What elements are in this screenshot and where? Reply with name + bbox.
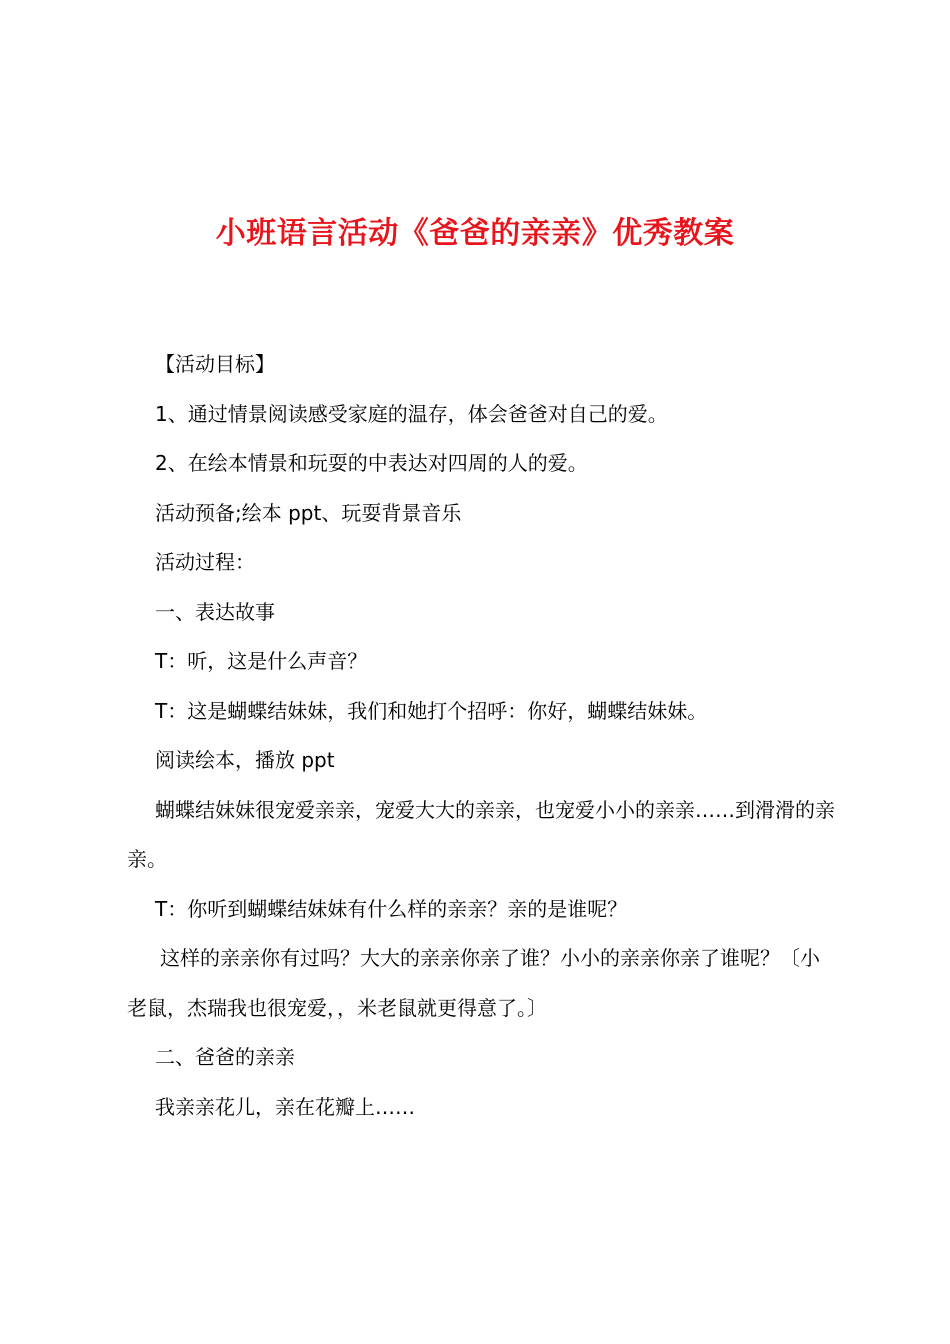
paragraph-preparation: 活动预备;绘本 ppt、玩耍背景音乐	[155, 500, 462, 525]
paragraph-poem-line: 我亲亲花儿，亲在花瓣上……	[155, 1094, 415, 1119]
paragraph-dialogue-1: T：听，这是什么声音？	[155, 649, 368, 673]
paragraph-reading: 阅读绘本，播放 ppt	[155, 748, 335, 772]
paragraph-process-heading: 活动过程：	[155, 550, 255, 574]
paragraph-section-1-heading: 一、表达故事	[155, 599, 275, 624]
paragraph-goals-heading: 【活动目标】	[155, 352, 275, 376]
paragraph-story: 蝴蝶结妹妹很宠爱亲亲，宠爱大大的亲亲，也宠爱小小的亲亲……到滑滑的亲亲。	[127, 797, 835, 871]
paragraph-goal-2: 2、在绘本情景和玩耍的中表达对四周的人的爱。	[155, 451, 588, 475]
paragraph-dialogue-2: T：这是蝴蝶结妹妹，我们和她打个招呼：你好，蝴蝶结妹妹。	[155, 698, 708, 723]
document-body	[127, 340, 837, 1132]
document-title: 小班语言活动《爸爸的亲亲》优秀教案	[215, 216, 735, 251]
paragraph-discussion: 这样的亲亲你有过吗？大大的亲亲你亲了谁？小小的亲亲你亲了谁呢？〔小老鼠，杰瑞我也很宠爱，，米老鼠就更得意了。〕	[127, 946, 820, 1020]
paragraph-section-2-heading: 二、爸爸的亲亲	[155, 1045, 295, 1069]
paragraph-goal-1: 1、通过情景阅读感受家庭的温存，体会爸爸对自己的爱。	[155, 401, 668, 426]
paragraph-dialogue-3: T：你听到蝴蝶结妹妹有什么样的亲亲？亲的是谁呢？	[155, 896, 628, 921]
